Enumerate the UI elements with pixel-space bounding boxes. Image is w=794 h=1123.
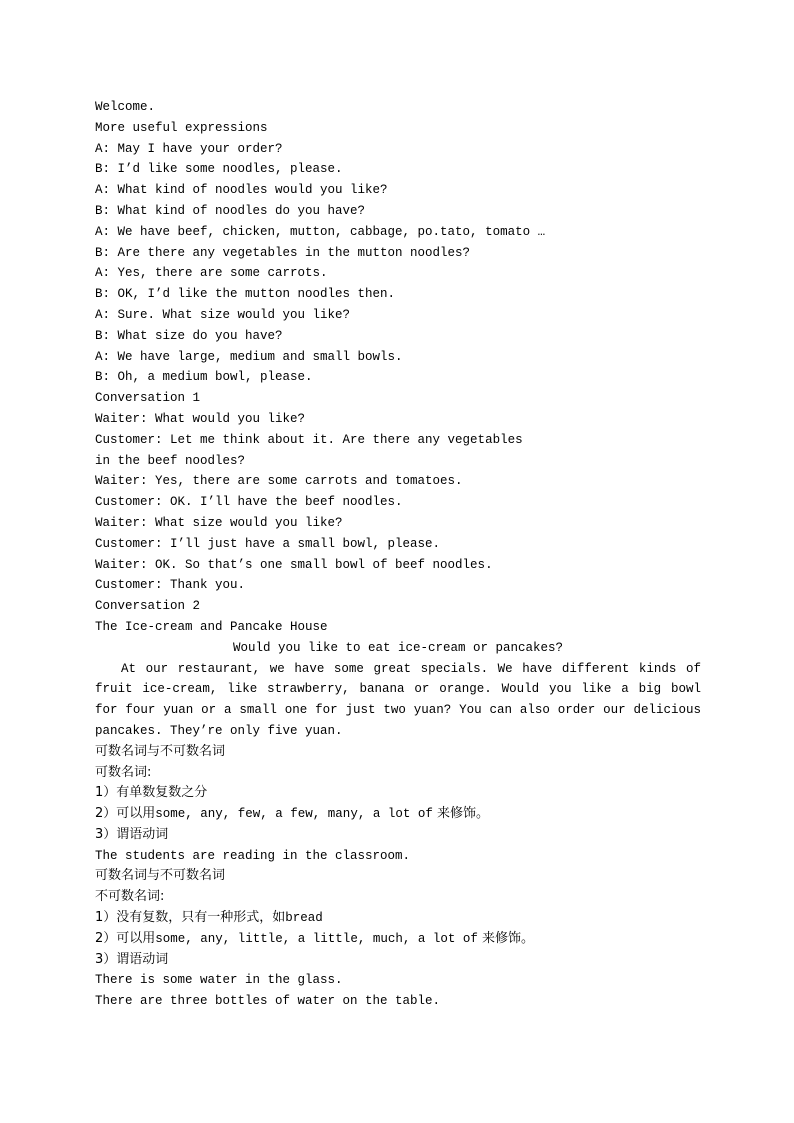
ad-paragraph: At our restaurant, we have some great specials. We have different kinds of fruit ice-cream, like strawberry, banana or orange. Would you like a big bowl for four yuan or a small one for just two yuan? You can also order our delicious pancakes. They’re only five yuan. [95,661,701,738]
uncountable-rule-3: 3）谓语动词 [95,951,169,967]
document-page [95,97,701,1012]
uncountable-label: 不可数名词: [95,889,165,905]
dialogue-line: B: What size do you have? [95,328,283,343]
rule-suffix: 来修饰。 [477,930,534,946]
dialogue-line: A: Yes, there are some carrots. [95,266,328,281]
uncountable-example: There are three bottles of water on the table. [95,994,441,1009]
rule-prefix: 2）可以用 [95,806,156,822]
text-line-welcome: Welcome. [95,100,156,114]
dialogue-line: B: Oh, a medium bowl, please. [95,370,313,385]
section-heading-conversation-1: Conversation 1 [95,391,201,406]
uncountable-rule-2 [95,929,701,950]
rule-prefix: 2）可以用 [95,930,156,946]
uncountable-rule-1 [95,908,701,929]
dialogue-line: B: Are there any vegetables in the mutton noodles? [95,245,471,260]
countable-rule-2 [95,804,701,825]
countable-rule-1: 1）有单数复数之分 [95,785,208,801]
dialogue-line: B: What kind of noodles do you have? [95,203,366,218]
dialogue-line: Customer: OK. I’ll have the beef noodles. [95,495,403,510]
dialogue-line: A: Sure. What size would you like? [95,307,351,322]
dialogue-line: Waiter: What would you like? [95,411,306,426]
rule-prefix: 1）没有复数，只有一种形式，如 [95,910,286,926]
dialogue-line: Waiter: OK. So that’s one small bowl of beef noodles. [95,557,493,572]
dialogue-line: B: OK, I’d like the mutton noodles then. [95,287,396,302]
dialogue-line: B: I’d like some noodles, please. [95,162,343,177]
dialogue-line: A: We have large, medium and small bowls. [95,349,403,364]
section-heading-conversation-2: Conversation 2 [95,599,201,614]
rule-suffix: 来修饰。 [432,806,489,822]
dialogue-line: Waiter: What size would you like? [95,515,343,530]
section-heading-expressions: More useful expressions [95,120,268,135]
rule-words: some, any, few, a few, many, a lot of [155,807,433,822]
dialogue-line: Customer: Let me think about it. Are there any vegetables [95,432,523,447]
rule-words: some, any, little, a little, much, a lot of [155,931,478,946]
countable-label: 可数名词: [95,764,152,780]
dialogue-line: A: May I have your order? [95,141,283,156]
dialogue-line: Customer: I’ll just have a small bowl, please. [95,536,441,551]
restaurant-name: The Ice-cream and Pancake House [95,619,328,634]
dialogue-line: A: We have beef, chicken, mutton, cabbage, po.tato, tomato … [95,224,546,239]
dialogue-line: A: What kind of noodles would you like? [95,183,388,198]
countable-rule-3: 3）谓语动词 [95,826,169,842]
uncountable-example: There is some water in the glass. [95,973,343,988]
dialogue-line: Customer: Thank you. [95,578,246,593]
grammar-title: 可数名词与不可数名词 [95,743,226,759]
ad-heading: Would you like to eat ice-cream or pancakes? [232,640,564,655]
dialogue-line: in the beef noodles? [95,453,246,468]
grammar-title: 可数名词与不可数名词 [95,868,226,884]
dialogue-line: Waiter: Yes, there are some carrots and tomatoes. [95,474,463,489]
rule-example-word: bread [285,911,323,926]
countable-example: The students are reading in the classroom. [95,848,411,863]
